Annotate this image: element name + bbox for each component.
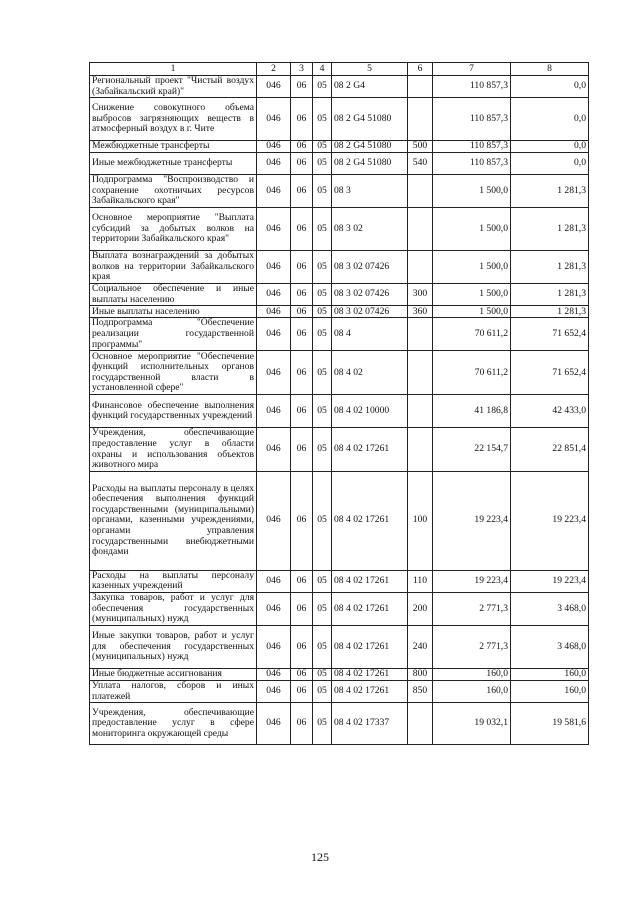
target-article-cell: 08 3 02 07426	[332, 306, 408, 318]
subsection-code-cell: 05	[313, 592, 332, 625]
section-code-cell: 06	[291, 668, 313, 680]
table-row	[90, 175, 589, 208]
amount-year1-cell: 160,0	[433, 680, 511, 702]
amount-year2-cell: 0,0	[511, 76, 589, 98]
amount-year1-cell: 22 154,7	[433, 428, 511, 471]
table-row	[90, 703, 589, 745]
target-article-cell: 08 4 02 17261	[332, 428, 408, 471]
amount-year2-cell: 1 281,3	[511, 208, 589, 251]
row-name-cell: Межбюджетные трансферты	[90, 141, 257, 153]
expense-type-cell	[408, 98, 433, 141]
section-code-cell: 06	[291, 175, 313, 208]
amount-year2-cell: 1 281,3	[511, 175, 589, 208]
section-code-cell: 06	[291, 592, 313, 625]
chapter-code-cell: 046	[257, 570, 291, 592]
chapter-code-cell: 046	[257, 680, 291, 702]
page-number: 125	[311, 850, 329, 864]
expense-type-cell	[408, 175, 433, 208]
table-row	[90, 284, 589, 306]
amount-year1-cell: 2 771,3	[433, 592, 511, 625]
amount-year1-cell: 1 500,0	[433, 208, 511, 251]
expense-type-cell: 800	[408, 668, 433, 680]
row-name-cell: Иные закупки товаров, работ и услуг для обеспечения государственных (муниципальных) нужд	[90, 625, 257, 668]
target-article-cell: 08 3 02 07426	[332, 251, 408, 284]
target-article-cell: 08 3 02 07426	[332, 284, 408, 306]
table-row	[90, 153, 589, 175]
amount-year2-cell: 1 281,3	[511, 306, 589, 318]
expense-type-cell: 300	[408, 284, 433, 306]
row-name-cell: Иные межбюджетные трансферты	[90, 153, 257, 175]
subsection-code-cell: 05	[313, 98, 332, 141]
row-name-cell: Подпрограмма "Обеспечение реализации государственной программы"	[90, 318, 257, 351]
section-code-cell: 06	[291, 570, 313, 592]
target-article-cell: 08 2 G4 51080	[332, 141, 408, 153]
chapter-code-cell: 046	[257, 306, 291, 318]
amount-year1-cell: 110 857,3	[433, 98, 511, 141]
chapter-code-cell: 046	[257, 208, 291, 251]
amount-year2-cell: 3 468,0	[511, 625, 589, 668]
expense-type-cell: 360	[408, 306, 433, 318]
expense-type-cell	[408, 351, 433, 395]
chapter-code-cell: 046	[257, 668, 291, 680]
section-code-cell: 06	[291, 141, 313, 153]
chapter-code-cell: 046	[257, 703, 291, 745]
header-cell: 5	[332, 63, 408, 76]
amount-year2-cell: 22 851,4	[511, 428, 589, 471]
chapter-code-cell: 046	[257, 395, 291, 428]
row-name-cell: Основное мероприятие "Обеспечение функций исполнительных органов государственной власти в установленной сфере"	[90, 351, 257, 395]
row-name-cell: Иные выплаты населению	[90, 306, 257, 318]
row-name-cell: Финансовое обеспечение выполнения функций государственных учреждений	[90, 395, 257, 428]
expense-type-cell	[408, 318, 433, 351]
chapter-code-cell: 046	[257, 351, 291, 395]
target-article-cell: 08 4 02	[332, 351, 408, 395]
amount-year2-cell: 19 223,4	[511, 471, 589, 570]
table-row	[90, 395, 589, 428]
amount-year1-cell: 110 857,3	[433, 153, 511, 175]
section-code-cell: 06	[291, 284, 313, 306]
subsection-code-cell: 05	[313, 141, 332, 153]
subsection-code-cell: 05	[313, 175, 332, 208]
subsection-code-cell: 05	[313, 153, 332, 175]
section-code-cell: 06	[291, 76, 313, 98]
amount-year1-cell: 70 611,2	[433, 351, 511, 395]
subsection-code-cell: 05	[313, 428, 332, 471]
expense-type-cell: 240	[408, 625, 433, 668]
header-cell: 3	[291, 63, 313, 76]
expense-type-cell	[408, 703, 433, 745]
table-row	[90, 625, 589, 668]
header-cell: 2	[257, 63, 291, 76]
expense-type-cell	[408, 251, 433, 284]
row-name-cell: Снижение совокупного объема выбросов загрязняющих веществ в атмосферный воздух в г. Чите	[90, 98, 257, 141]
amount-year1-cell: 19 223,4	[433, 570, 511, 592]
table-row	[90, 668, 589, 680]
amount-year2-cell: 160,0	[511, 680, 589, 702]
chapter-code-cell: 046	[257, 251, 291, 284]
target-article-cell: 08 4 02 17261	[332, 592, 408, 625]
amount-year2-cell: 71 652,4	[511, 318, 589, 351]
target-article-cell: 08 2 G4	[332, 76, 408, 98]
amount-year2-cell: 0,0	[511, 153, 589, 175]
expense-type-cell: 100	[408, 471, 433, 570]
section-code-cell: 06	[291, 98, 313, 141]
header-cell: 1	[90, 63, 257, 76]
amount-year2-cell: 19 581,6	[511, 703, 589, 745]
expense-type-cell	[408, 428, 433, 471]
amount-year2-cell: 42 433,0	[511, 395, 589, 428]
section-code-cell: 06	[291, 395, 313, 428]
subsection-code-cell: 05	[313, 306, 332, 318]
row-name-cell: Подпрограмма "Воспроизводство и сохранение охотничьих ресурсов Забайкальского края"	[90, 175, 257, 208]
header-cell: 6	[408, 63, 433, 76]
table-row	[90, 98, 589, 141]
amount-year2-cell: 160,0	[511, 668, 589, 680]
amount-year2-cell: 3 468,0	[511, 592, 589, 625]
target-article-cell: 08 2 G4 51080	[332, 98, 408, 141]
subsection-code-cell: 05	[313, 471, 332, 570]
table-row	[90, 570, 589, 592]
table-row	[90, 76, 589, 98]
row-name-cell: Иные бюджетные ассигнования	[90, 668, 257, 680]
row-name-cell: Закупка товаров, работ и услуг для обеспечения государственных (муниципальных) нужд	[90, 592, 257, 625]
target-article-cell: 08 4 02 17261	[332, 625, 408, 668]
target-article-cell: 08 2 G4 51080	[332, 153, 408, 175]
row-name-cell: Расходы на выплаты персоналу казенных учреждений	[90, 570, 257, 592]
amount-year2-cell: 1 281,3	[511, 284, 589, 306]
header-cell: 8	[511, 63, 589, 76]
section-code-cell: 06	[291, 703, 313, 745]
target-article-cell: 08 4 02 17261	[332, 668, 408, 680]
header-cell: 7	[433, 63, 511, 76]
table-row	[90, 351, 589, 395]
amount-year1-cell: 19 223,4	[433, 471, 511, 570]
table-row	[90, 208, 589, 251]
chapter-code-cell: 046	[257, 428, 291, 471]
target-article-cell: 08 4	[332, 318, 408, 351]
amount-year1-cell: 2 771,3	[433, 625, 511, 668]
table-row	[90, 251, 589, 284]
expense-type-cell: 110	[408, 570, 433, 592]
table-row	[90, 318, 589, 351]
chapter-code-cell: 046	[257, 471, 291, 570]
section-code-cell: 06	[291, 153, 313, 175]
table-row	[90, 592, 589, 625]
amount-year1-cell: 19 032,1	[433, 703, 511, 745]
amount-year1-cell: 1 500,0	[433, 306, 511, 318]
chapter-code-cell: 046	[257, 153, 291, 175]
expense-type-cell: 200	[408, 592, 433, 625]
target-article-cell: 08 3	[332, 175, 408, 208]
expense-type-cell	[408, 208, 433, 251]
target-article-cell: 08 4 02 17261	[332, 680, 408, 702]
subsection-code-cell: 05	[313, 351, 332, 395]
header-row	[90, 63, 589, 76]
subsection-code-cell: 05	[313, 251, 332, 284]
subsection-code-cell: 05	[313, 625, 332, 668]
row-name-cell: Расходы на выплаты персоналу в целях обеспечения выполнения функций государственными (муниципальными) органами, казенными учреждениями, органами управления государственными внебюджетными фондами	[90, 471, 257, 570]
table-row	[90, 306, 589, 318]
section-code-cell: 06	[291, 428, 313, 471]
amount-year1-cell: 110 857,3	[433, 141, 511, 153]
chapter-code-cell: 046	[257, 141, 291, 153]
expense-type-cell	[408, 395, 433, 428]
amount-year1-cell: 160,0	[433, 668, 511, 680]
expense-type-cell	[408, 76, 433, 98]
row-name-cell: Учреждения, обеспечивающие предоставление услуг в области охраны и использования объектов животного мира	[90, 428, 257, 471]
table-row	[90, 680, 589, 702]
row-name-cell: Выплата вознаграждений за добытых волков на территории Забайкальского края	[90, 251, 257, 284]
row-name-cell: Социальное обеспечение и иные выплаты населению	[90, 284, 257, 306]
amount-year2-cell: 0,0	[511, 141, 589, 153]
amount-year1-cell: 41 186,8	[433, 395, 511, 428]
subsection-code-cell: 05	[313, 208, 332, 251]
row-name-cell: Региональный проект "Чистый воздух (Забайкальский край)"	[90, 76, 257, 98]
subsection-code-cell: 05	[313, 76, 332, 98]
subsection-code-cell: 05	[313, 680, 332, 702]
section-code-cell: 06	[291, 208, 313, 251]
budget-table	[89, 62, 589, 745]
amount-year1-cell: 1 500,0	[433, 175, 511, 208]
amount-year2-cell: 19 223,4	[511, 570, 589, 592]
target-article-cell: 08 3 02	[332, 208, 408, 251]
chapter-code-cell: 046	[257, 284, 291, 306]
amount-year1-cell: 1 500,0	[433, 251, 511, 284]
row-name-cell: Учреждения, обеспечивающие предоставление услуг в сфере мониторинга окружающей среды	[90, 703, 257, 745]
row-name-cell: Основное мероприятие "Выплата субсидий за добытых волков на территории Забайкальского края"	[90, 208, 257, 251]
amount-year2-cell: 1 281,3	[511, 251, 589, 284]
table-row	[90, 141, 589, 153]
amount-year1-cell: 1 500,0	[433, 284, 511, 306]
chapter-code-cell: 046	[257, 318, 291, 351]
section-code-cell: 06	[291, 471, 313, 570]
expense-type-cell: 500	[408, 141, 433, 153]
section-code-cell: 06	[291, 625, 313, 668]
chapter-code-cell: 046	[257, 76, 291, 98]
subsection-code-cell: 05	[313, 284, 332, 306]
section-code-cell: 06	[291, 318, 313, 351]
chapter-code-cell: 046	[257, 592, 291, 625]
subsection-code-cell: 05	[313, 318, 332, 351]
section-code-cell: 06	[291, 351, 313, 395]
subsection-code-cell: 05	[313, 570, 332, 592]
expense-type-cell: 850	[408, 680, 433, 702]
chapter-code-cell: 046	[257, 98, 291, 141]
section-code-cell: 06	[291, 306, 313, 318]
expense-type-cell: 540	[408, 153, 433, 175]
chapter-code-cell: 046	[257, 175, 291, 208]
section-code-cell: 06	[291, 680, 313, 702]
section-code-cell: 06	[291, 251, 313, 284]
subsection-code-cell: 05	[313, 395, 332, 428]
subsection-code-cell: 05	[313, 668, 332, 680]
amount-year2-cell: 0,0	[511, 98, 589, 141]
chapter-code-cell: 046	[257, 625, 291, 668]
target-article-cell: 08 4 02 17261	[332, 570, 408, 592]
table-row	[90, 471, 589, 570]
amount-year2-cell: 71 652,4	[511, 351, 589, 395]
row-name-cell: Уплата налогов, сборов и иных платежей	[90, 680, 257, 702]
subsection-code-cell: 05	[313, 703, 332, 745]
header-cell: 4	[313, 63, 332, 76]
amount-year1-cell: 70 611,2	[433, 318, 511, 351]
table-row	[90, 428, 589, 471]
target-article-cell: 08 4 02 17337	[332, 703, 408, 745]
amount-year1-cell: 110 857,3	[433, 76, 511, 98]
target-article-cell: 08 4 02 17261	[332, 471, 408, 570]
target-article-cell: 08 4 02 10000	[332, 395, 408, 428]
